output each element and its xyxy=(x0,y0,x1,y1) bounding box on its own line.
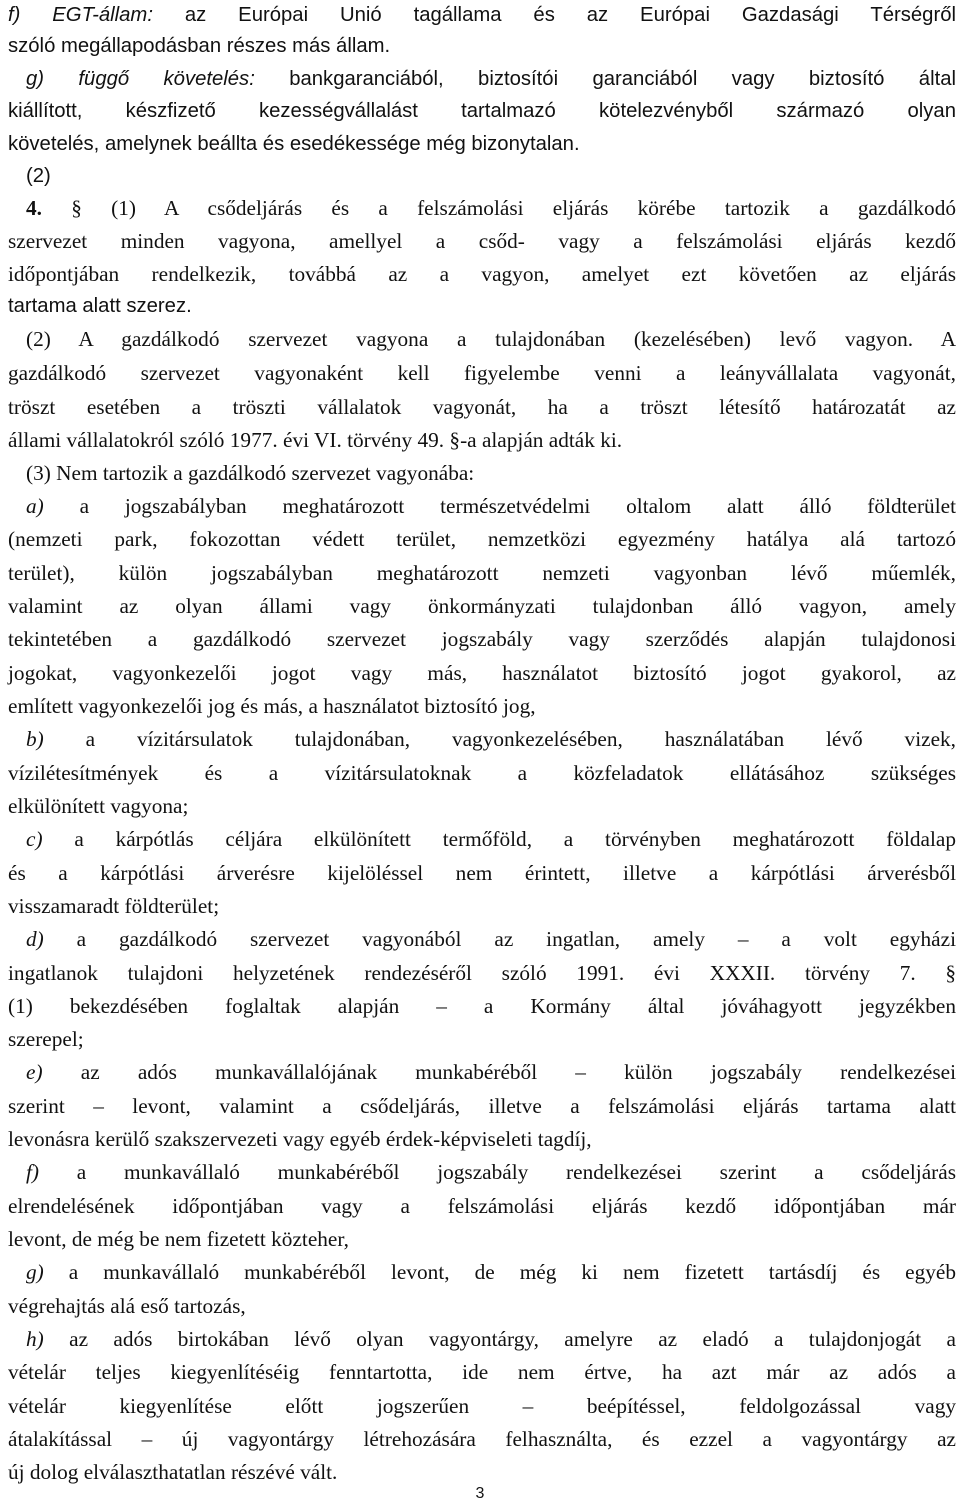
text-line xyxy=(26,924,956,954)
text-line xyxy=(26,64,956,94)
text-line xyxy=(8,1191,956,1221)
text-line xyxy=(26,1057,956,1087)
text-line xyxy=(8,392,956,422)
term-label: g) függő követelés: xyxy=(26,68,255,90)
text-run: terület), külön jogszabályban meghatározott nemzeti vagyonban lévő műemlék, xyxy=(8,561,956,585)
text-line xyxy=(8,858,956,888)
text-run: tekintetében a gazdálkodó szervezet jogszabály vagy szerződés alapján tulajdonosi xyxy=(8,627,956,651)
text-line xyxy=(8,129,956,159)
text-line xyxy=(8,658,956,688)
text-run: (1) bekezdésében foglaltak alapján – a Kormány által jóváhagyott jegyzékben xyxy=(8,994,956,1018)
text-line xyxy=(26,193,956,223)
text-line xyxy=(8,1357,956,1387)
text-line xyxy=(26,724,956,754)
text-run: az adós munkavállalójának munkabéréből – külön jogszabály rendelkezései xyxy=(42,1060,956,1084)
text-run: levont, de még be nem fizetett közteher, xyxy=(8,1227,349,1251)
text-line xyxy=(8,1091,956,1121)
text-run: levonásra kerülő szakszervezeti vagy egyéb érdek-képviseleti tagdíj, xyxy=(8,1127,592,1151)
text-line xyxy=(8,958,956,988)
text-line xyxy=(8,758,956,788)
text-line xyxy=(26,161,956,191)
term-label: g) xyxy=(26,1260,44,1284)
term-label: f) EGT-állam: xyxy=(8,4,153,26)
text-line xyxy=(8,259,956,289)
text-run: időpontjában rendelkezik, továbbá az a vagyon, amelyet ezt követően az eljárás xyxy=(8,262,956,286)
text-run: § (1) A csődeljárás és a felszámolási eljárás körébe tartozik a gazdálkodó xyxy=(41,196,956,220)
text-run: és a kárpótlási árverésre kijelöléssel nem érintett, illetve a kárpótlási árverésből xyxy=(8,861,956,885)
text-run: vételár kiegyenlítése előtt jogszerűen – beépítéssel, feldolgozással vagy xyxy=(8,1394,956,1418)
text-line xyxy=(8,1224,956,1254)
text-line xyxy=(8,1457,956,1487)
term-label: h) xyxy=(26,1327,44,1351)
text-line xyxy=(8,691,956,721)
text-line xyxy=(8,226,956,256)
text-run: új dolog elválaszthatatlan részévé vált. xyxy=(8,1460,338,1484)
term-label: e) xyxy=(26,1060,43,1084)
text-run: (nemzeti park, fokozottan védett terület, nemzetközi egyezmény hatálya alá tartozó xyxy=(8,527,956,551)
term-label: a) xyxy=(26,494,44,518)
term-label: d) xyxy=(26,927,44,951)
text-line xyxy=(8,1124,956,1154)
text-run: ingatlanok tulajdoni helyzetének rendezéséről szóló 1991. évi XXXII. törvény 7. § xyxy=(8,961,956,985)
text-run: (3) Nem tartozik a gazdálkodó szervezet vagyonába: xyxy=(26,461,475,485)
text-line xyxy=(8,524,956,554)
page-number: 3 xyxy=(475,1485,485,1502)
text-run: gazdálkodó szervezet vagyonaként kell figyelembe venni a leányvállalata vagyonát, xyxy=(8,361,956,385)
text-run: a kárpótlás céljára elkülönített termőföld, a törvényben meghatározott földalap xyxy=(42,827,956,851)
text-line xyxy=(8,1391,956,1421)
text-line xyxy=(8,31,956,61)
text-line xyxy=(8,358,956,388)
text-line xyxy=(8,1291,956,1321)
text-run: elkülönített vagyona; xyxy=(8,794,189,818)
text-run: (2) A gazdálkodó szervezet vagyona a tulajdonában (kezelésében) levő vagyon. A xyxy=(26,327,956,351)
text-run: a gazdálkodó szervezet vagyonából az ingatlan, amely – a volt egyházi xyxy=(43,927,956,951)
text-line xyxy=(8,624,956,654)
text-run: szerint – levont, valamint a csődeljárás, illetve a felszámolási eljárás tartama alatt xyxy=(8,1094,956,1118)
text-line xyxy=(26,491,956,521)
text-run: az adós birtokában lévő olyan vagyontárgy, amelyre az eladó a tulajdonjogát a xyxy=(43,1327,956,1351)
text-run: állami vállalatokról szóló 1977. évi VI. törvény 49. §-a alapján adták ki. xyxy=(8,428,623,452)
text-run: követelés, amelynek beállta és esedékessége még bizonytalan. xyxy=(8,133,580,155)
text-run: visszamaradt földterület; xyxy=(8,894,220,918)
text-line xyxy=(8,96,956,126)
text-line xyxy=(8,291,956,321)
text-line xyxy=(8,425,956,455)
text-line xyxy=(26,1324,956,1354)
term-label: f) xyxy=(26,1160,40,1184)
text-run: (2) xyxy=(26,165,51,187)
text-line xyxy=(26,1157,956,1187)
text-run: a jogszabályban meghatározott természetvédelmi oltalom alatt álló földterület xyxy=(43,494,956,518)
text-run: említett vagyonkezelői jog és más, a használatot biztosító jog, xyxy=(8,694,536,718)
text-line xyxy=(8,591,956,621)
text-line xyxy=(8,1424,956,1454)
text-run: szerepel; xyxy=(8,1027,84,1051)
text-run: bankgaranciából, biztosítói garanciából vagy biztosító által xyxy=(254,68,956,90)
text-line xyxy=(26,824,956,854)
text-line xyxy=(26,324,956,354)
term-label: c) xyxy=(26,827,43,851)
text-run: az Európai Unió tagállama és az Európai Gazdasági Térségről xyxy=(152,4,956,26)
text-line xyxy=(8,991,956,1021)
text-run: vételár teljes kiegyenlítéséig fenntartotta, ide nem értve, ha azt már az adós a xyxy=(8,1360,956,1384)
text-line xyxy=(8,891,956,921)
text-run: szervezet minden vagyona, amellyel a csőd- vagy a felszámolási eljárás kezdő xyxy=(8,229,956,253)
text-run: valamint az olyan állami vagy önkormányzati tulajdonban álló vagyon, amely xyxy=(8,594,956,618)
text-run: a munkavállaló munkabéréből levont, de még ki nem fizetett tartásdíj és egyéb xyxy=(43,1260,956,1284)
text-run: végrehajtás alá eső tartozás, xyxy=(8,1294,246,1318)
text-run: kiállított, készfizető kezességvállalást tartalmazó kötelezvényből származó olyan xyxy=(8,100,956,122)
text-run: vízilétesítmények és a vízitársulatoknak a közfeladatok ellátásához szükséges xyxy=(8,761,956,785)
text-line xyxy=(8,0,956,30)
text-run: átalakítással – új vagyontárgy létrehozására felhasználta, és ezzel a vagyontárgy az xyxy=(8,1427,956,1451)
text-run: tröszt esetében a tröszti vállalatok vagyonát, ha a tröszt létesítő határozatát az xyxy=(8,395,956,419)
text-run: tartama alatt szerez. xyxy=(8,295,192,317)
text-run: jogokat, vagyonkezelői jogot vagy más, használatot biztosító jogot gyakorol, az xyxy=(8,661,956,685)
text-run: szóló megállapodásban részes más állam. xyxy=(8,35,391,57)
text-line xyxy=(26,458,956,488)
text-run: a vízitársulatok tulajdonában, vagyonkezelésében, használatában lévő vizek, xyxy=(43,727,956,751)
text-run: a munkavállaló munkabéréből jogszabály rendelkezései szerint a csődeljárás xyxy=(39,1160,956,1184)
text-line xyxy=(8,791,956,821)
text-line xyxy=(8,1024,956,1054)
text-line xyxy=(26,1257,956,1287)
text-line xyxy=(8,558,956,588)
term-label: b) xyxy=(26,727,44,751)
section-number: 4. xyxy=(26,196,42,220)
text-run: elrendelésének időpontjában vagy a felszámolási eljárás kezdő időpontjában már xyxy=(8,1194,956,1218)
